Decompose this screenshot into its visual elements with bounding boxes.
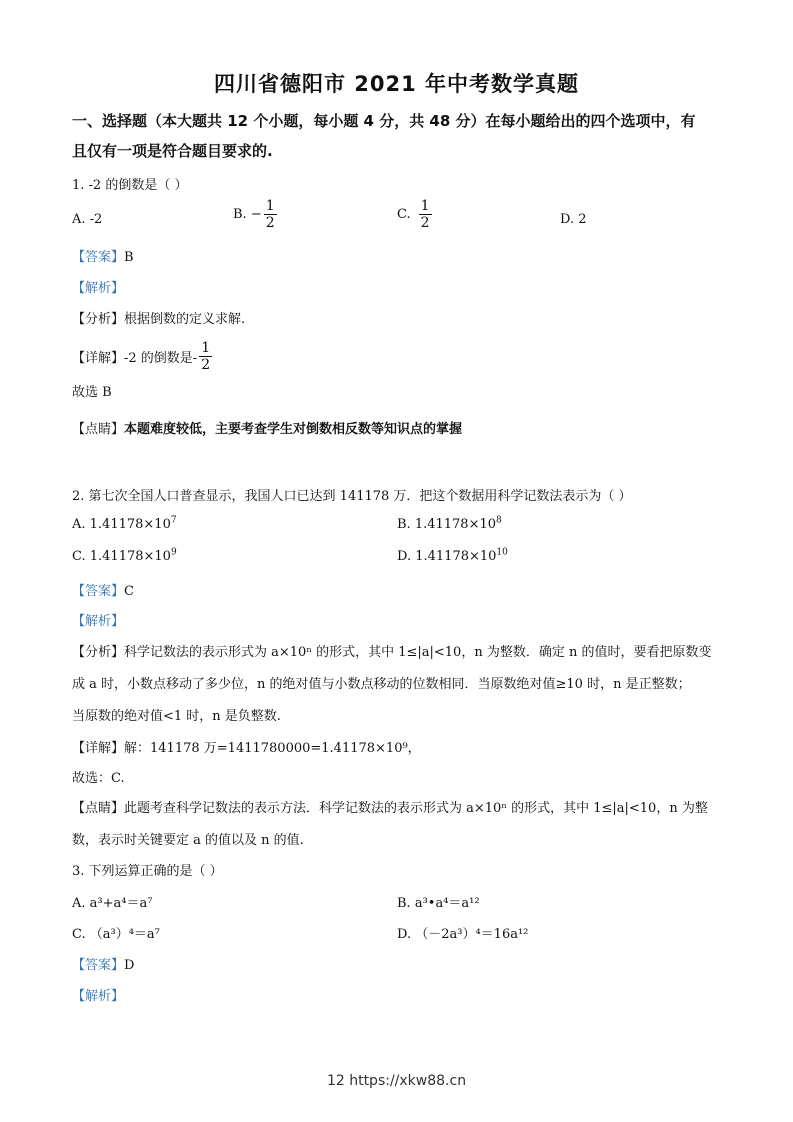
xiangjie-tag: 【详解】 <box>72 741 125 756</box>
xiangjie-text: -2 的倒数是- <box>124 351 198 366</box>
answer-value: B <box>124 250 134 265</box>
q3-analysis-tag: 【解析】 <box>72 989 125 1004</box>
q2-option-b <box>397 517 502 532</box>
xiangjie-fraction <box>199 340 212 373</box>
q2-option-a <box>72 517 177 532</box>
option-exponent: 8 <box>496 515 502 526</box>
fraction-numerator: 1 <box>420 198 430 214</box>
q2-stem: 2. 第七次全国人口普查显示，我国人口已达到 141178 万．把这个数据用科学记数法表示为（ ） <box>72 489 632 504</box>
section-heading-line1: 一、选择题（本大题共 12 个小题，每小题 4 分，共 48 分）在每小题给出的四个选项中，有 <box>72 112 696 130</box>
fraction-numerator: 1 <box>265 198 275 214</box>
q1-xiangjie <box>72 340 214 373</box>
q2-dianjing-line1 <box>72 797 708 816</box>
q3-option-a: A. a³+a⁴＝a⁷ <box>72 896 153 911</box>
answer-tag: 【答案】 <box>72 250 125 265</box>
q1-analysis-tag: 【解析】 <box>72 281 125 296</box>
option-exponent: 9 <box>170 547 177 558</box>
fraction-denominator: 2 <box>420 215 430 231</box>
q3-option-d: D. （－2a³）⁴＝16a¹² <box>397 927 529 942</box>
dianjing-tag: 【点睛】 <box>72 801 125 816</box>
dianjing-text: 此题考查科学记数法的表示方法．科学记数法的表示形式为 a×10ⁿ 的形式，其中 1≤|a|<10，n 为整 <box>124 801 708 816</box>
q1-fenxi <box>72 308 245 327</box>
q2-option-c <box>72 549 177 564</box>
answer-tag: 【答案】 <box>72 958 125 973</box>
option-text: B. 1.41178×10 <box>397 517 497 532</box>
q3-option-c: C. （a³）⁴＝a⁷ <box>72 927 160 942</box>
answer-tag: 【答案】 <box>72 584 125 599</box>
option-text: D. 1.41178×10 <box>397 549 497 564</box>
q1-choose: 故选 B <box>72 385 112 400</box>
dianjing-tag: 【点睛】 <box>72 422 125 437</box>
fraction-numerator: 1 <box>201 340 211 356</box>
option-exponent: 10 <box>496 547 508 558</box>
q1-option-b-prefix: B. − <box>233 207 262 222</box>
q2-choose: 故选：C. <box>72 771 125 786</box>
q1-option-c-prefix: C. <box>397 207 411 222</box>
q2-fenxi-line1 <box>72 641 711 660</box>
q1-option-c-fraction <box>419 198 432 231</box>
q3-answer <box>72 954 134 973</box>
q1-option-b-fraction <box>264 198 277 231</box>
q1-stem: 1. -2 的倒数是（ ） <box>72 178 188 193</box>
option-text: A. 1.41178×10 <box>72 517 171 532</box>
answer-value: C <box>124 584 134 599</box>
q1-option-b <box>233 198 279 231</box>
q2-answer <box>72 580 134 599</box>
page-title: 四川省德阳市 2021 年中考数学真题 <box>213 72 580 96</box>
q2-xiangjie <box>72 737 421 756</box>
q1-option-a: A. -2 <box>72 212 103 227</box>
q2-option-d <box>397 549 508 564</box>
fraction-denominator: 2 <box>265 215 275 231</box>
option-exponent: 7 <box>170 515 177 526</box>
q1-option-d: D. 2 <box>560 212 587 227</box>
xiangjie-text: 解：141178 万=1411780000=1.41178×10⁹， <box>124 741 421 756</box>
fenxi-tag: 【分析】 <box>72 312 125 327</box>
option-text: C. 1.41178×10 <box>72 549 171 564</box>
q2-analysis-tag: 【解析】 <box>72 614 125 629</box>
q3-option-b: B. a³•a⁴＝a¹² <box>397 896 480 911</box>
q2-dianjing-line2: 数，表示时关键要定 a 的值以及 n 的值. <box>72 833 304 848</box>
xiangjie-tag: 【详解】 <box>72 351 125 366</box>
page-footer[interactable]: 12 https://xkw88.cn <box>326 1073 467 1089</box>
q1-dianjing <box>72 418 462 437</box>
q2-fenxi-line3: 当原数的绝对值<1 时，n 是负整数. <box>72 709 281 724</box>
dianjing-text: 本题难度较低，主要考查学生对倒数相反数等知识点的掌握 <box>124 422 463 437</box>
fenxi-text: 科学记数法的表示形式为 a×10ⁿ 的形式，其中 1≤|a|<10，n 为整数．确定 n 的值时，要看把原数变 <box>124 645 712 660</box>
fenxi-text: 根据倒数的定义求解. <box>124 312 246 327</box>
fenxi-tag: 【分析】 <box>72 645 125 660</box>
section-heading-line2: 且仅有一项是符合题目要求的. <box>72 142 273 160</box>
q1-answer <box>72 246 134 265</box>
fraction-denominator: 2 <box>201 357 211 373</box>
q2-fenxi-line2: 成 a 时，小数点移动了多少位，n 的绝对值与小数点移动的位数相同．当原数绝对值≥10 时，n 是正整数； <box>72 677 691 692</box>
answer-value: D <box>124 958 135 973</box>
q1-option-c <box>397 198 434 231</box>
q3-stem: 3. 下列运算正确的是（ ） <box>72 864 223 879</box>
